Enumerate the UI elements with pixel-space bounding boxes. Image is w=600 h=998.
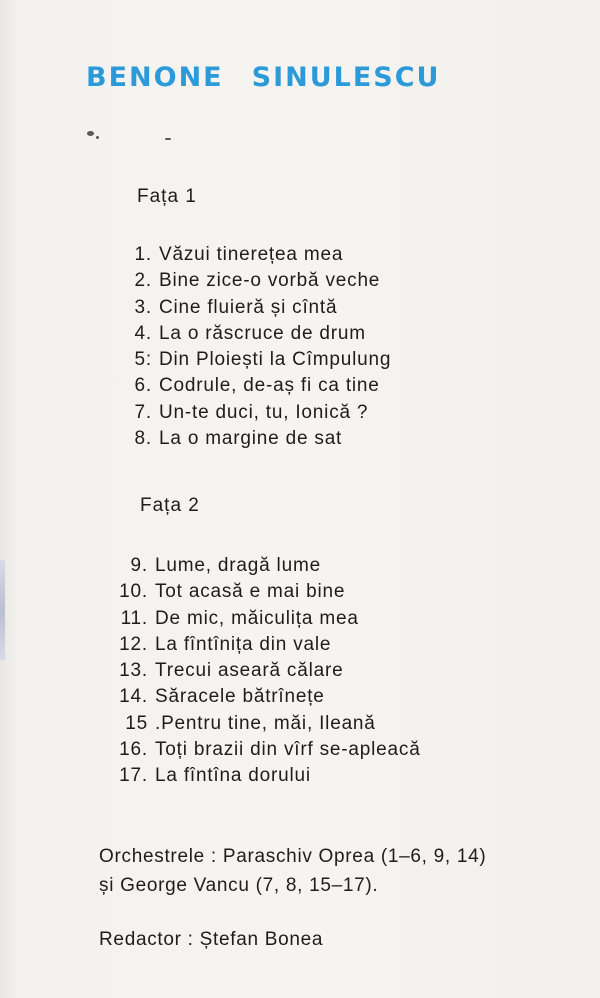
track-item <box>122 321 391 347</box>
track-item <box>118 684 421 710</box>
print-speck <box>87 131 94 136</box>
track-title: Trecui aseară călare <box>155 660 344 682</box>
track-title: Cine fluieră și cîntă <box>159 296 338 318</box>
track-title: Codrule, de-aș fi ca tine <box>159 375 380 397</box>
track-number: 16. <box>119 739 148 761</box>
side-1-tracklist <box>122 242 391 452</box>
track-title: Un-te duci, tu, Ionică ? <box>159 401 369 423</box>
track-number: 3. <box>134 296 152 318</box>
track-number: 8. <box>134 428 152 450</box>
track-item <box>122 242 391 268</box>
track-title: Lume, dragă lume <box>155 555 321 576</box>
orchestra-credits-line-2: și George Vancu (7, 8, 15–17). <box>99 875 379 896</box>
track-title: Văzui tinerețea mea <box>159 244 344 265</box>
side-2-tracklist <box>118 553 421 790</box>
orchestra-credits <box>99 842 486 900</box>
track-item <box>122 295 391 321</box>
track-item <box>118 763 421 789</box>
track-item <box>118 632 421 658</box>
track-number: 11. <box>120 607 148 629</box>
print-speck <box>165 138 171 140</box>
track-item <box>122 347 391 373</box>
track-number: 12. <box>119 633 148 655</box>
track-title: Săracele bătrînețe <box>155 686 325 708</box>
track-title: La o margine de sat <box>159 428 343 450</box>
track-number: 7. <box>134 401 152 423</box>
track-item <box>122 373 391 399</box>
track-item <box>118 711 421 737</box>
editor-credit: Redactor : Ștefan Bonea <box>99 929 324 950</box>
track-title: De mic, măiculița mea <box>155 607 359 629</box>
artist-title <box>86 62 440 93</box>
track-title: .Pentru tine, măi, Ileană <box>155 712 376 734</box>
print-speck <box>96 136 99 139</box>
track-number: 13. <box>119 660 148 682</box>
track-item <box>118 579 421 605</box>
track-number: 17. <box>119 765 148 787</box>
track-number: 9. <box>130 555 148 576</box>
track-title: Bine zice-o vorbă veche <box>159 270 381 292</box>
track-title: Tot acasă e mai bine <box>155 581 346 603</box>
paper-edge <box>0 560 5 660</box>
track-title: La o răscruce de drum <box>159 322 366 344</box>
artist-last-name: SINULESCU <box>251 62 441 93</box>
orchestra-credits-line-1: Orchestrele : Paraschiv Oprea (1–6, 9, 14) <box>99 846 487 867</box>
track-item <box>122 268 391 294</box>
track-number: 2. <box>134 270 152 292</box>
track-item <box>118 658 421 684</box>
track-title: La fîntînița din vale <box>155 633 332 655</box>
artist-first-name: BENONE <box>86 62 224 93</box>
side-2-heading: Fața 2 <box>140 495 200 516</box>
track-item <box>118 737 421 763</box>
track-number: 5: <box>134 349 152 371</box>
track-number: 14. <box>119 686 148 708</box>
track-item <box>122 400 391 426</box>
track-title: Din Ploiești la Cîmpulung <box>159 349 392 371</box>
track-number: 10. <box>119 581 148 603</box>
track-item <box>118 553 421 579</box>
track-number: 6. <box>134 375 152 397</box>
track-item <box>118 606 421 632</box>
track-title: Toți brazii din vîrf se-apleacă <box>155 739 421 761</box>
track-title: La fîntîna dorului <box>155 765 311 787</box>
track-number: 1. <box>134 244 152 265</box>
track-item <box>122 426 391 452</box>
side-1-heading: Fața 1 <box>137 186 197 207</box>
track-number: 4. <box>134 322 152 344</box>
track-number: 15 <box>125 712 148 734</box>
